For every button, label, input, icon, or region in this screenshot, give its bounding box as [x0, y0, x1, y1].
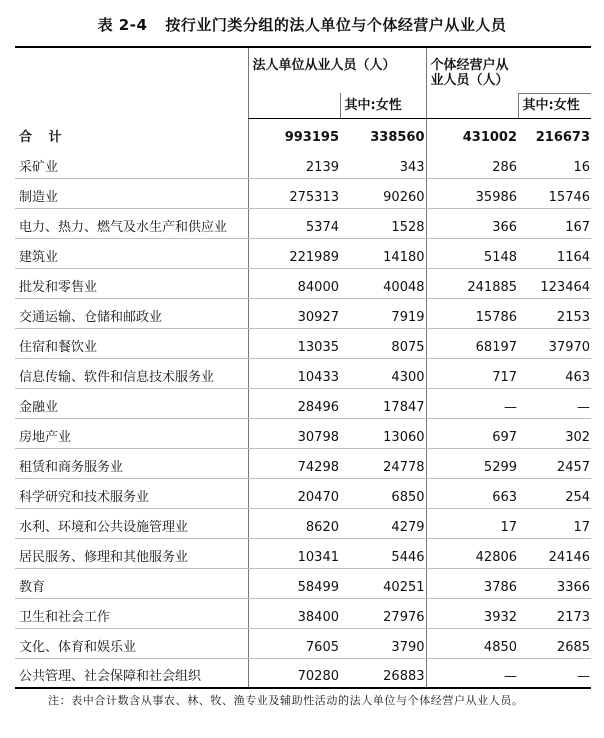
- cell-individual-female: 254: [518, 478, 591, 508]
- cell-legal-female: 3790: [340, 628, 426, 658]
- table-row: [15, 418, 591, 448]
- cell-individual: 663: [426, 478, 518, 508]
- cell-individual-female: 24146: [518, 538, 591, 568]
- cell-legal-persons: 38400: [248, 598, 340, 628]
- cell-legal-female: 40048: [340, 268, 426, 298]
- cell-individual: 68197: [426, 328, 518, 358]
- row-name: 信息传输、软件和信息技术服务业: [15, 358, 248, 388]
- row-name: 文化、体育和娱乐业: [15, 628, 248, 658]
- table-footnote: 注：表中合计数含从事农、林、牧、渔专业及辅助性活动的法人单位与个体经营户从业人员。: [48, 694, 524, 707]
- table-number: 表 2-4: [97, 16, 148, 34]
- cell-individual: —: [426, 658, 518, 688]
- cell-individual: 241885: [426, 268, 518, 298]
- cell-legal-persons: 993195: [248, 118, 340, 148]
- cell-individual: 42806: [426, 538, 518, 568]
- cell-legal-female: 90260: [340, 178, 426, 208]
- cell-legal-persons: 28496: [248, 388, 340, 418]
- row-name: 居民服务、修理和其他服务业: [15, 538, 248, 568]
- cell-legal-persons: 84000: [248, 268, 340, 298]
- cell-legal-female: 5446: [340, 538, 426, 568]
- employment-table: [15, 46, 591, 689]
- header-legal-spacer: [248, 93, 340, 118]
- table-row: [15, 598, 591, 628]
- table-row: [15, 358, 591, 388]
- cell-legal-persons: 2139: [248, 148, 340, 178]
- cell-legal-female: 338560: [370, 130, 425, 145]
- cell-individual-female: 2457: [518, 448, 591, 478]
- row-name: 公共管理、社会保障和社会组织: [19, 669, 202, 684]
- cell-legal-female: 7919: [340, 298, 426, 328]
- cell-legal-persons: 13035: [248, 328, 340, 358]
- cell-legal-female: 4279: [340, 508, 426, 538]
- cell-individual-female: 37970: [518, 328, 591, 358]
- cell-individual-female: 123464: [518, 268, 591, 298]
- row-name: 房地产业: [15, 418, 248, 448]
- table-row-total: [15, 118, 591, 148]
- cell-individual-female: 2153: [518, 298, 591, 328]
- cell-individual: 15786: [426, 298, 518, 328]
- table-row: [15, 478, 591, 508]
- cell-individual-female: 16: [518, 148, 591, 178]
- cell-legal-persons: 221989: [248, 238, 340, 268]
- table-title: [0, 14, 604, 35]
- table-row: [15, 298, 591, 328]
- cell-individual-female: 167: [518, 208, 591, 238]
- row-name: 批发和零售业: [15, 268, 248, 298]
- table-row: [15, 238, 591, 268]
- row-name: 卫生和社会工作: [15, 598, 248, 628]
- row-name: 电力、热力、燃气及水生产和供应业: [15, 208, 248, 238]
- header-individual-female: 其中:女性: [518, 93, 591, 118]
- cell-individual-female: 216673: [535, 130, 591, 145]
- cell-individual: 717: [426, 358, 518, 388]
- row-name: 金融业: [15, 388, 248, 418]
- table-row: [15, 148, 591, 178]
- table-row: [15, 388, 591, 418]
- cell-legal-persons: 70280: [248, 658, 340, 688]
- row-name: 采矿业: [15, 148, 248, 178]
- cell-individual-female: —: [518, 388, 591, 418]
- cell-individual: 3786: [426, 568, 518, 598]
- row-name: 建筑业: [15, 238, 248, 268]
- cell-legal-female: 343: [340, 148, 426, 178]
- cell-legal-female: 17847: [340, 388, 426, 418]
- cell-legal-female: 26883: [383, 669, 425, 684]
- cell-individual: 35986: [426, 178, 518, 208]
- cell-legal-persons: 58499: [248, 568, 340, 598]
- cell-legal-persons: 5374: [248, 208, 340, 238]
- cell-individual-female: 463: [518, 358, 591, 388]
- cell-legal-persons: 275313: [248, 178, 340, 208]
- cell-individual-female: 1164: [518, 238, 591, 268]
- cell-legal-persons: 30798: [248, 418, 340, 448]
- table-row: [15, 568, 591, 598]
- row-name: 教育: [15, 568, 248, 598]
- cell-legal-persons: 20470: [248, 478, 340, 508]
- table-row: [15, 508, 591, 538]
- table-title-text: 按行业门类分组的法人单位与个体经营户从业人员: [165, 16, 507, 34]
- table-row: [15, 268, 591, 298]
- row-name: 交通运输、仓储和邮政业: [15, 298, 248, 328]
- header-industry: [15, 47, 248, 118]
- cell-individual: 5148: [426, 238, 518, 268]
- row-name: 制造业: [15, 178, 248, 208]
- row-name: 水利、环境和公共设施管理业: [15, 508, 248, 538]
- cell-individual-female: 302: [518, 418, 591, 448]
- cell-individual: 4850: [426, 628, 518, 658]
- header-individual: 个体经营户从业人员（人）: [426, 47, 518, 93]
- cell-individual: 286: [426, 148, 518, 178]
- table-row: [15, 658, 591, 688]
- cell-individual: 431002: [426, 118, 518, 148]
- header-legal-persons: 法人单位从业人员（人）: [248, 47, 426, 93]
- cell-legal-female: 13060: [340, 418, 426, 448]
- cell-individual: —: [426, 388, 518, 418]
- row-name: 合 计: [19, 130, 68, 145]
- table-row: [15, 178, 591, 208]
- header-blank-cell: [518, 47, 591, 93]
- cell-legal-female: 24778: [340, 448, 426, 478]
- table-row: [15, 328, 591, 358]
- cell-individual: 697: [426, 418, 518, 448]
- cell-legal-female: 14180: [340, 238, 426, 268]
- cell-legal-female: 8075: [340, 328, 426, 358]
- row-name: 住宿和餐饮业: [15, 328, 248, 358]
- table-row: [15, 628, 591, 658]
- cell-individual: 366: [426, 208, 518, 238]
- cell-legal-persons: 7605: [248, 628, 340, 658]
- header-individual-spacer: [426, 93, 518, 118]
- cell-individual: 5299: [426, 448, 518, 478]
- cell-individual-female: 15746: [518, 178, 591, 208]
- cell-individual-female: 17: [518, 508, 591, 538]
- cell-individual-female: 2685: [518, 628, 591, 658]
- row-name: 科学研究和技术服务业: [15, 478, 248, 508]
- cell-legal-persons: 30927: [248, 298, 340, 328]
- cell-legal-female: 27976: [340, 598, 426, 628]
- cell-legal-persons: 8620: [248, 508, 340, 538]
- cell-legal-female: 4300: [340, 358, 426, 388]
- row-name: 租赁和商务服务业: [15, 448, 248, 478]
- cell-legal-female: 40251: [340, 568, 426, 598]
- table-row: [15, 538, 591, 568]
- cell-individual-female: 2173: [518, 598, 591, 628]
- cell-legal-female: 6850: [340, 478, 426, 508]
- table-row: [15, 208, 591, 238]
- cell-legal-female: 1528: [340, 208, 426, 238]
- cell-individual-female: —: [577, 669, 591, 684]
- table-row: [15, 448, 591, 478]
- cell-individual: 3932: [426, 598, 518, 628]
- cell-individual: 17: [426, 508, 518, 538]
- header-legal-female: 其中:女性: [340, 93, 426, 118]
- cell-individual-female: 3366: [518, 568, 591, 598]
- cell-legal-persons: 10433: [248, 358, 340, 388]
- cell-legal-persons: 10341: [248, 538, 340, 568]
- cell-legal-persons: 74298: [248, 448, 340, 478]
